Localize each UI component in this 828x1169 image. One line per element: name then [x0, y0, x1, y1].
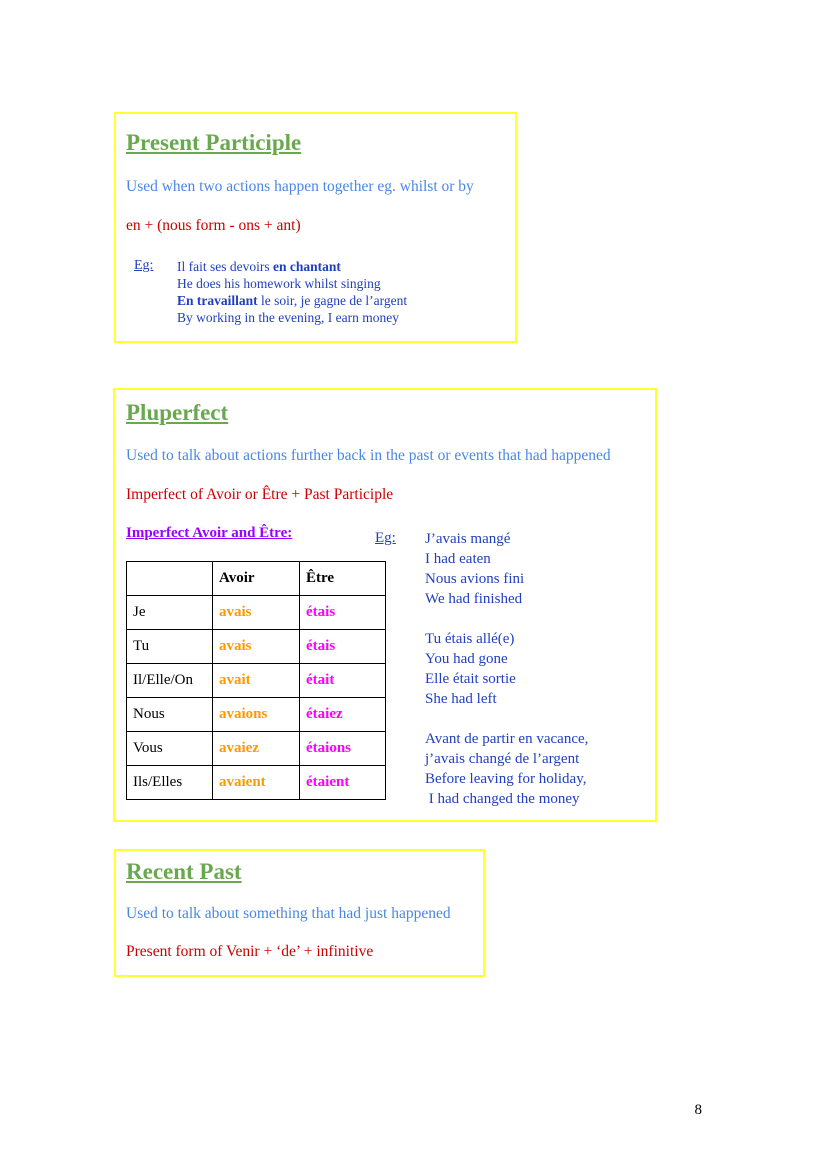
etre-cell: étais: [300, 596, 386, 630]
example-line: Nous avions fini: [425, 571, 525, 587]
avoir-cell: avais: [213, 596, 300, 630]
table-header-etre: Être: [300, 562, 386, 596]
pluperfect-table-title: Imperfect Avoir and Être:: [126, 525, 293, 541]
pluperfect-box: [113, 388, 657, 822]
avoir-cell: avais: [213, 630, 300, 664]
imperfect-conjugation-table: [126, 561, 386, 800]
example-line3-bold: En travaillant: [177, 293, 258, 308]
pronoun-cell: Vous: [127, 732, 213, 766]
present-participle-example: [177, 258, 407, 326]
example-line: I had eaten: [425, 551, 491, 567]
pronoun-cell: Tu: [127, 630, 213, 664]
pronoun-cell: Je: [127, 596, 213, 630]
present-participle-box: [114, 112, 517, 343]
pluperfect-description: Used to talk about actions further back in the past or events that had happened: [126, 447, 611, 464]
present-participle-description: Used when two actions happen together eg. whilst or by: [126, 178, 474, 195]
etre-cell: étaient: [300, 766, 386, 800]
etre-cell: étaiez: [300, 698, 386, 732]
recent-past-rule: Present form of Venir + ‘de’ + infinitive: [126, 943, 374, 960]
example-line: j’avais changé de l’argent: [425, 751, 580, 767]
pluperfect-rule: Imperfect of Avoir or Être + Past Participle: [126, 486, 394, 503]
example-line: J’avais mangé: [425, 531, 511, 547]
etre-cell: était: [300, 664, 386, 698]
avoir-cell: avaiez: [213, 732, 300, 766]
avoir-cell: avaions: [213, 698, 300, 732]
table-header-avoir: Avoir: [213, 562, 300, 596]
present-participle-rule: en + (nous form - ons + ant): [126, 217, 301, 234]
example-line: She had left: [425, 691, 497, 707]
example-line: We had finished: [425, 591, 523, 607]
table-row: [127, 630, 386, 664]
table-header-empty: [127, 562, 213, 596]
table-row: [127, 664, 386, 698]
example-line: Elle était sortie: [425, 671, 516, 687]
avoir-cell: avaient: [213, 766, 300, 800]
pronoun-cell: Il/Elle/On: [127, 664, 213, 698]
example-line1-bold: en chantant: [272, 259, 341, 274]
present-participle-title: Present Participle: [126, 130, 302, 155]
page-number: 8: [694, 1102, 702, 1118]
example-line: I had changed the money: [425, 791, 580, 807]
recent-past-box: [114, 849, 485, 977]
example-line: Avant de partir en vacance,: [425, 731, 589, 747]
example-line1-plain: Il fait ses devoirs: [177, 259, 273, 274]
pronoun-cell: Nous: [127, 698, 213, 732]
example-line: You had gone: [425, 651, 508, 667]
table-header-row: [127, 562, 386, 596]
recent-past-description: Used to talk about something that had just happened: [126, 905, 451, 922]
table-row: [127, 732, 386, 766]
pluperfect-eg-label: Eg:: [375, 530, 396, 546]
pluperfect-title: Pluperfect: [126, 400, 229, 425]
table-row: [127, 596, 386, 630]
example-line2: He does his homework whilst singing: [177, 276, 381, 291]
etre-cell: étaions: [300, 732, 386, 766]
pronoun-cell: Ils/Elles: [127, 766, 213, 800]
example-line3-plain: le soir, je gagne de l’argent: [257, 293, 408, 308]
example-line: Tu étais allé(e): [425, 631, 515, 647]
recent-past-title: Recent Past: [126, 859, 242, 884]
avoir-cell: avait: [213, 664, 300, 698]
present-participle-eg-label: Eg:: [134, 258, 154, 273]
table-row: [127, 766, 386, 800]
pluperfect-examples: [425, 529, 588, 809]
etre-cell: étais: [300, 630, 386, 664]
example-line: Before leaving for holiday,: [425, 771, 587, 787]
example-line4: By working in the evening, I earn money: [177, 310, 399, 325]
table-row: [127, 698, 386, 732]
